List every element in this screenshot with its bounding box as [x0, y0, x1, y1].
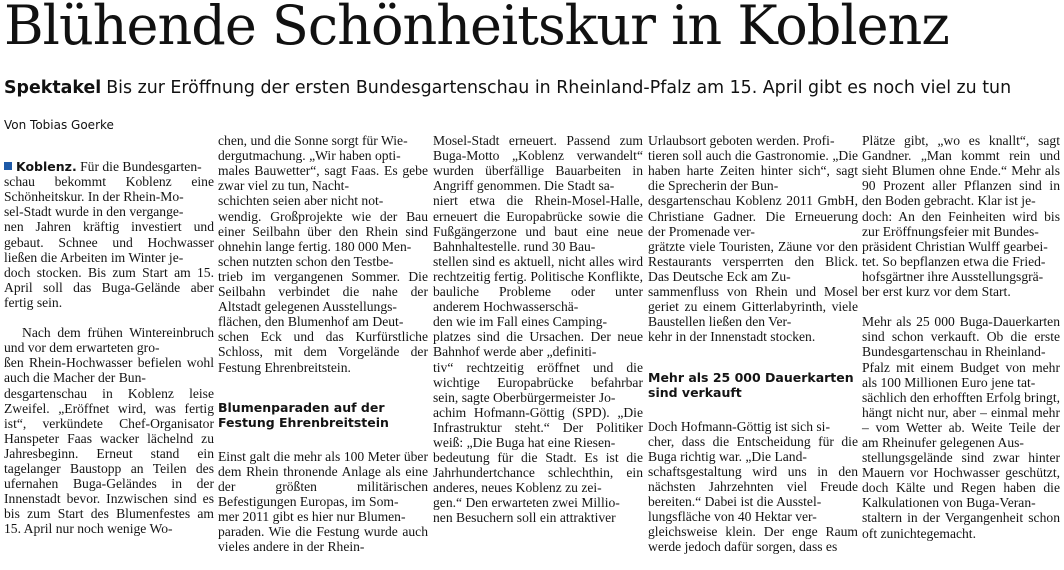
article-column-4 — [648, 118, 858, 570]
paragraph: Nach dem frühen Wintereinbruch und vor dem erwarteten gro- ßen Rhein-Hochwasser befielen wohl auch die Macher der Bun- desgartenschau in Koblenz leise Zweifel. „Eröffnet wird, was fertig ist“, verkündete Chef-Organisator Hanspeter Faas wacker lächelnd zu Jahresbeginn. Erneut stand ein tagelanger Baustopp an Teilen des ufernahen Buga-Geländes in der Innenstadt bevor. Inzwischen sind es bis zum Start des Blumenfestes am 15. April nur noch wenige Wo- — [4, 325, 214, 537]
paragraph: Urlaubsort geboten werden. Profi- tieren soll auch die Gastronomie. „Die haben harte Zeiten hinter sich“, sagt die Sprecherin der Bun- desgartenschau Koblenz 2011 GmbH, Christiane Gadner. Die Erneuerung der Promenade ver- grätzte viele Touristen, Zäune vor den Restaurants versperrten den Blick. Das Deutsche Eck am Zu- sammenfluss von Rhein und Mosel geriet zu einem Gitterlabyrinth, viele Baustellen ließen den Ver- kehr in der Innenstadt stocken. — [648, 133, 858, 345]
dateline: Koblenz. — [16, 159, 77, 175]
subheading: Mehr als 25 000 Dauerkarten sind verkauft — [648, 369, 854, 400]
paragraph: Plätze gibt, „wo es knallt“, sagt Gandner. „Man kommt rein und sieht Blumen ohne Ende.“ Mehr als 90 Prozent aller Pflanzen sind in den Boden gebracht. Klar ist je- doch: An den Feinheiten wird bis zur Eröffnungsfeier mit Bundes- präsident Christian Wulff gearbei- tet. So bepflanzen etwa die Fried- hofsgärtner ihre Ausstellungsgrä- ber erst kurz vor dem Start. — [862, 133, 1060, 300]
byline: Von Tobias Goerke — [4, 118, 114, 132]
subheading: Blumenparaden auf der Festung Ehrenbreitstein — [218, 399, 389, 430]
paragraph-text: Für die Bundesgarten- schau bekommt Koblenz eine Schönheitskur. In der Rhein-Mo- sel-Stadt wurde in den vergange- nen Jahren kräftig investiert und gebaut. Schnee und Hochwasser ließen die Arbeiten im Winter je- doch stocken. Bis zum Start am 15. April soll das Buga-Gelände aber fertig sein. — [4, 159, 214, 310]
article-column-1 — [4, 144, 214, 552]
subheadline — [4, 78, 1011, 98]
article-column-3 — [433, 118, 643, 541]
paragraph — [4, 159, 214, 310]
paragraph: Mehr als 25 000 Buga-Dauerkarten sind schon verkauft. Ob die erste Bundesgartenschau in Rheinland- Pfalz mit einem Budget von mehr als 100 Millionen Euro jene tat- sächlich den erhofften Erfolg bringt, hängt nicht nur, aber – einmal mehr – vom Wetter ab. Weite Teile der am Rheinufer gelegenen Aus- stellungsgelände sind zwar hinter Mauern vor Hochwasser geschützt, doch Kälte und Regen haben die Kalkulationen von Buga-Veran- staltern in der Vergangenheit schon oft zunichtegemacht. — [862, 314, 1060, 541]
article-column-2 — [218, 118, 428, 570]
subheadline-text: Bis zur Eröffnung der ersten Bundesgartenschau in Rheinland-Pfalz am 15. April gibt es noch viel zu tun — [106, 78, 1012, 98]
kicker: Spektakel — [4, 78, 102, 98]
paragraph: Doch Hofmann-Göttig ist sich si- cher, dass die Entscheidung für die Buga richtig war. „Die Land- schaftsgestaltung wird uns in den nächsten Jahrzehnten viel Freude bereiten.“ Dabei ist die Ausstel- lungsfläche von 40 Hektar ver- gleichsweise klein. Der enge Raum werde jedoch dafür sorgen, dass es — [648, 418, 858, 555]
paragraph: chen, und die Sonne sorgt für Wie- dergutmachung. „Wir haben opti- males Bauwetter“, sagt Faas. Es gebe zwar viel zu tun, Nacht- schichten seien aber nicht not- wendig. Großprojekte wie der Bau einer Seilbahn über den Rhein sind ohnehin lange fertig. 180 000 Men- schen nutzten schon den Testbe- trieb im vergangenen Sommer. Die Seilbahn verbindet die nahe der Altstadt gelegenen Ausstellungs- flächen, den Blumenhof am Deut- schen Eck und das Kurfürstliche Schloss, mit dem Vorgelände der Festung Ehrenbreitstein. — [218, 133, 428, 375]
paragraph: Mosel-Stadt erneuert. Passend zum Buga-Motto „Koblenz verwandelt“ wurden überfällige Bauarbeiten in Angriff genommen. Die Stadt sa- niert etwa die Rhein-Mosel-Halle, erneuert die Europabrücke sowie die Fußgängerzone und baut eine neue Bahnhaltestelle. rund 30 Bau- stellen sind es aktuell, nicht alles wird rechtzeitig fertig. Politische Konflikte, bauliche Probleme oder unter anderem Hochwasserschä- den wie im Fall eines Camping- platzes sind die Ursachen. Der neue Bahnhof werde aber „definiti- tiv“ rechtzeitig eröffnet und die wichtige Europabrücke befahrbar sein, sagte Oberbürgermeister Jo- achim Hofmann-Göttig (SPD). „Die Infrastruktur steht.“ Der Politiker weiß: „Die Buga hat eine Riesen- bedeutung für die Stadt. Es ist die Jahrhundertchance schlechthin, ein anderes, neues Koblenz zu zei- gen.“ Den erwarteten zwei Millio- nen Besuchern soll ein attraktiver — [433, 133, 643, 526]
headline: Blühende Schönheitskur in Koblenz — [4, 0, 949, 57]
paragraph: Einst galt die mehr als 100 Meter über dem Rhein thronende Anlage als eine der größten militärischen Befestigungen Europas, im Som- mer 2011 gibt es hier nur Blumen- paraden. Wie die Festung wurde auch vieles andere in der Rhein- — [218, 448, 428, 555]
article-column-5 — [862, 118, 1060, 556]
section-marker-icon — [4, 162, 12, 170]
